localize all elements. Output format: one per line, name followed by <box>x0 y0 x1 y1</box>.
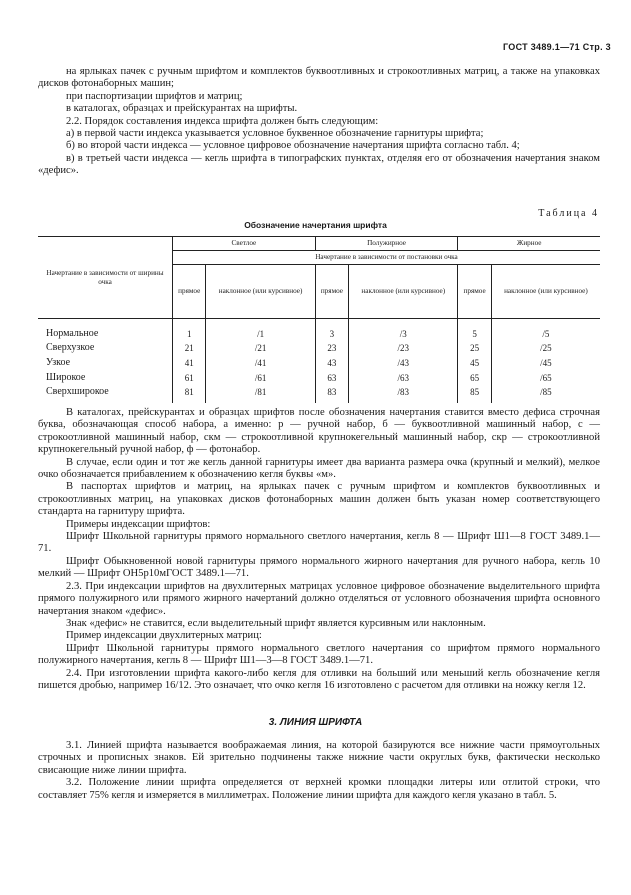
cell: 63 <box>315 371 348 386</box>
cell: /45 <box>540 357 552 368</box>
row-name: Широкое <box>38 371 173 386</box>
cell: 61 <box>173 371 206 386</box>
paragraph: на ярлыках пачек с ручным шрифтом и комплектов буквоотливных и строкоотливных матриц, а также на упаковках дисков фотонаборных машин; <box>38 66 600 90</box>
cell: 1 <box>173 319 206 341</box>
paragraph: а) в первой части индекса указывается условное буквенное обозначение гарнитуры шрифта; <box>66 128 484 140</box>
cell: /3 <box>349 319 458 341</box>
paragraph: В каталогах, прейскурантах и образцах шрифтов после обозначения начертания ставится вместо дефиса строчная буква, обозначающая способ набора, а именно: р — ручной набор, б — буквоотливной машинный набор, с — строкоотливной машинный набор, скм — строкоотливной крупнокегельный машинный набор, скр — строкоотливной крупнокегельный ручной набор, ф — фотонабор. <box>38 407 600 456</box>
span-header: Начертание в зависимости от постановки очка <box>173 251 601 265</box>
cell: 5 <box>458 319 491 341</box>
cell: /23 <box>349 341 458 356</box>
group-header: Жирное <box>458 237 600 251</box>
table-title: Обозначение начертания шрифта <box>244 220 387 230</box>
mid-text-block <box>38 407 600 692</box>
cell: 43 <box>315 356 348 371</box>
page-header: ГОСТ 3489.1—71 Стр. 3 <box>502 42 611 52</box>
paragraph: Шрифт Школьной гарнитуры прямого нормального светлого начертания, кегль 8 — Шрифт Ш1—8 ГОСТ 3489.1—71. <box>38 531 600 555</box>
cell: 25 <box>458 341 491 356</box>
paragraph: В случае, если один и тот же кегль данной гарнитуры имеет два варианта размера очка (крупный и мелкий), мелкое очко обозначается прибавлением к обозначению кегля буквы «м». <box>38 456 600 481</box>
row-name: Сверхширокое <box>38 386 173 403</box>
cell: /5 <box>542 329 550 340</box>
table-row <box>38 341 600 356</box>
cell: /63 <box>349 371 458 386</box>
table-row <box>38 386 600 403</box>
group-header: Полужирное <box>315 237 458 251</box>
paragraph: б) во второй части индекса — условное цифровое обозначение начертания шрифта согласно табл. 4; <box>66 140 520 152</box>
paragraph: В паспортах шрифтов и матриц, на ярлыках пачек с ручным шрифтом и комплектов буквоотливных и строкоотливных матриц, на упаковках дисков фотонаборных машин должен быть указан номер соответствующего стандарта на гарнитуру шрифта. <box>38 481 600 518</box>
paragraph: в каталогах, образцах и прейскурантах на шрифты. <box>66 103 298 115</box>
cell: 81 <box>173 386 206 403</box>
sub-header: наклонное (или курсивное) <box>206 265 315 319</box>
sub-header: наклонное (или курсивное) <box>504 287 588 296</box>
cell: 83 <box>315 386 348 403</box>
table-row <box>38 356 600 371</box>
cell: /83 <box>349 386 458 403</box>
paragraph: Примеры индексации шрифтов: <box>66 518 211 530</box>
sub-header: прямое <box>458 265 491 319</box>
cell: 41 <box>173 356 206 371</box>
cell: /81 <box>206 386 315 403</box>
paragraph: 3.1. Линией шрифта называется воображаемая линия, на которой базируются все нижние части прямоугольных строчных и прописных знаков. Ей зрительно подчинены также нижние части округлых букв, фактически несколько свисающие ниже линии шрифта. <box>38 740 600 776</box>
paragraph: Знак «дефис» не ставится, если выделительный шрифт является курсивным или наклонным. <box>66 617 486 629</box>
cell: 85 <box>458 386 491 403</box>
paragraph: в) в третьей части индекса — кегль шрифта в типографских пунктах, отделяя его от обозначения начертания знаком «дефис». <box>38 152 600 177</box>
row-header: Начертание в зависимости от ширины очка <box>38 237 173 319</box>
sub-header: прямое <box>173 265 206 319</box>
cell: /85 <box>540 386 552 397</box>
paragraph: Шрифт Обыкновенной новой гарнитуры прямого нормального жирного начертания для ручного набора, кегль 10 мелкий — Шрифт ОН5р10мГОСТ 3489.1—71. <box>38 555 600 580</box>
paragraph: Пример индексации двухлитерных матриц: <box>66 630 262 642</box>
paragraph: 2.4. При изготовлении шрифта какого-либо кегля для отливки на больший или меньший кегль обозначение кегля пишется дробью, например 16/12. Это означает, что очко кегля 16 изготовлено с расчетом для отливки на ножку кегля 12. <box>38 667 600 691</box>
sub-header: прямое <box>315 265 348 319</box>
row-name: Узкое <box>38 356 173 371</box>
cell: /65 <box>540 372 552 383</box>
table-caption: Таблица 4 <box>538 208 599 219</box>
paragraph: 3.2. Положение линии шрифта определяется от верхней кромки площадки литеры или отлитой строки, что составляет 75% кегля и измеряется в миллиметрах. Положение линии шрифта для каждого кегля указано в табл. 5. <box>38 777 600 801</box>
row-name: Нормальное <box>38 319 173 341</box>
cell: /21 <box>206 341 315 356</box>
cell: 3 <box>315 319 348 341</box>
paragraph: 2.3. При индексации шрифтов на двухлитерных матрицах условное цифровое обозначение выделительного шрифта прямого полужирного или прямого жирного начертаний должно отделяться от условного обозначения шрифта основного начертания знаком «дефис». <box>38 580 600 617</box>
sub-header: наклонное (или курсивное) <box>349 265 458 319</box>
section-title: 3. ЛИНИЯ ШРИФТА <box>268 717 363 728</box>
group-header: Светлое <box>173 237 316 251</box>
cell: 23 <box>315 341 348 356</box>
cell: /43 <box>349 356 458 371</box>
cell: /41 <box>206 356 315 371</box>
cell: /1 <box>206 319 315 341</box>
cell: 45 <box>458 356 491 371</box>
cell: /61 <box>206 371 315 386</box>
table-row <box>38 371 600 386</box>
end-text-block <box>38 740 600 802</box>
cell: /25 <box>540 342 552 353</box>
table-row <box>38 319 600 341</box>
font-style-table <box>38 236 600 403</box>
paragraph: Шрифт Школьной гарнитуры прямого нормального светлого начертания со шрифтом прямого нормального полужирного начертания, кегль 8 — Шрифт Ш1—3—8 ГОСТ 3489.1—71. <box>38 642 600 667</box>
paragraph: 2.2. Порядок составления индекса шрифта должен быть следующим: <box>66 115 379 127</box>
row-name: Сверхузкое <box>38 341 173 356</box>
top-text-block <box>38 66 600 178</box>
cell: 21 <box>173 341 206 356</box>
cell: 65 <box>458 371 491 386</box>
paragraph: при паспортизации шрифтов и матриц; <box>66 90 243 102</box>
